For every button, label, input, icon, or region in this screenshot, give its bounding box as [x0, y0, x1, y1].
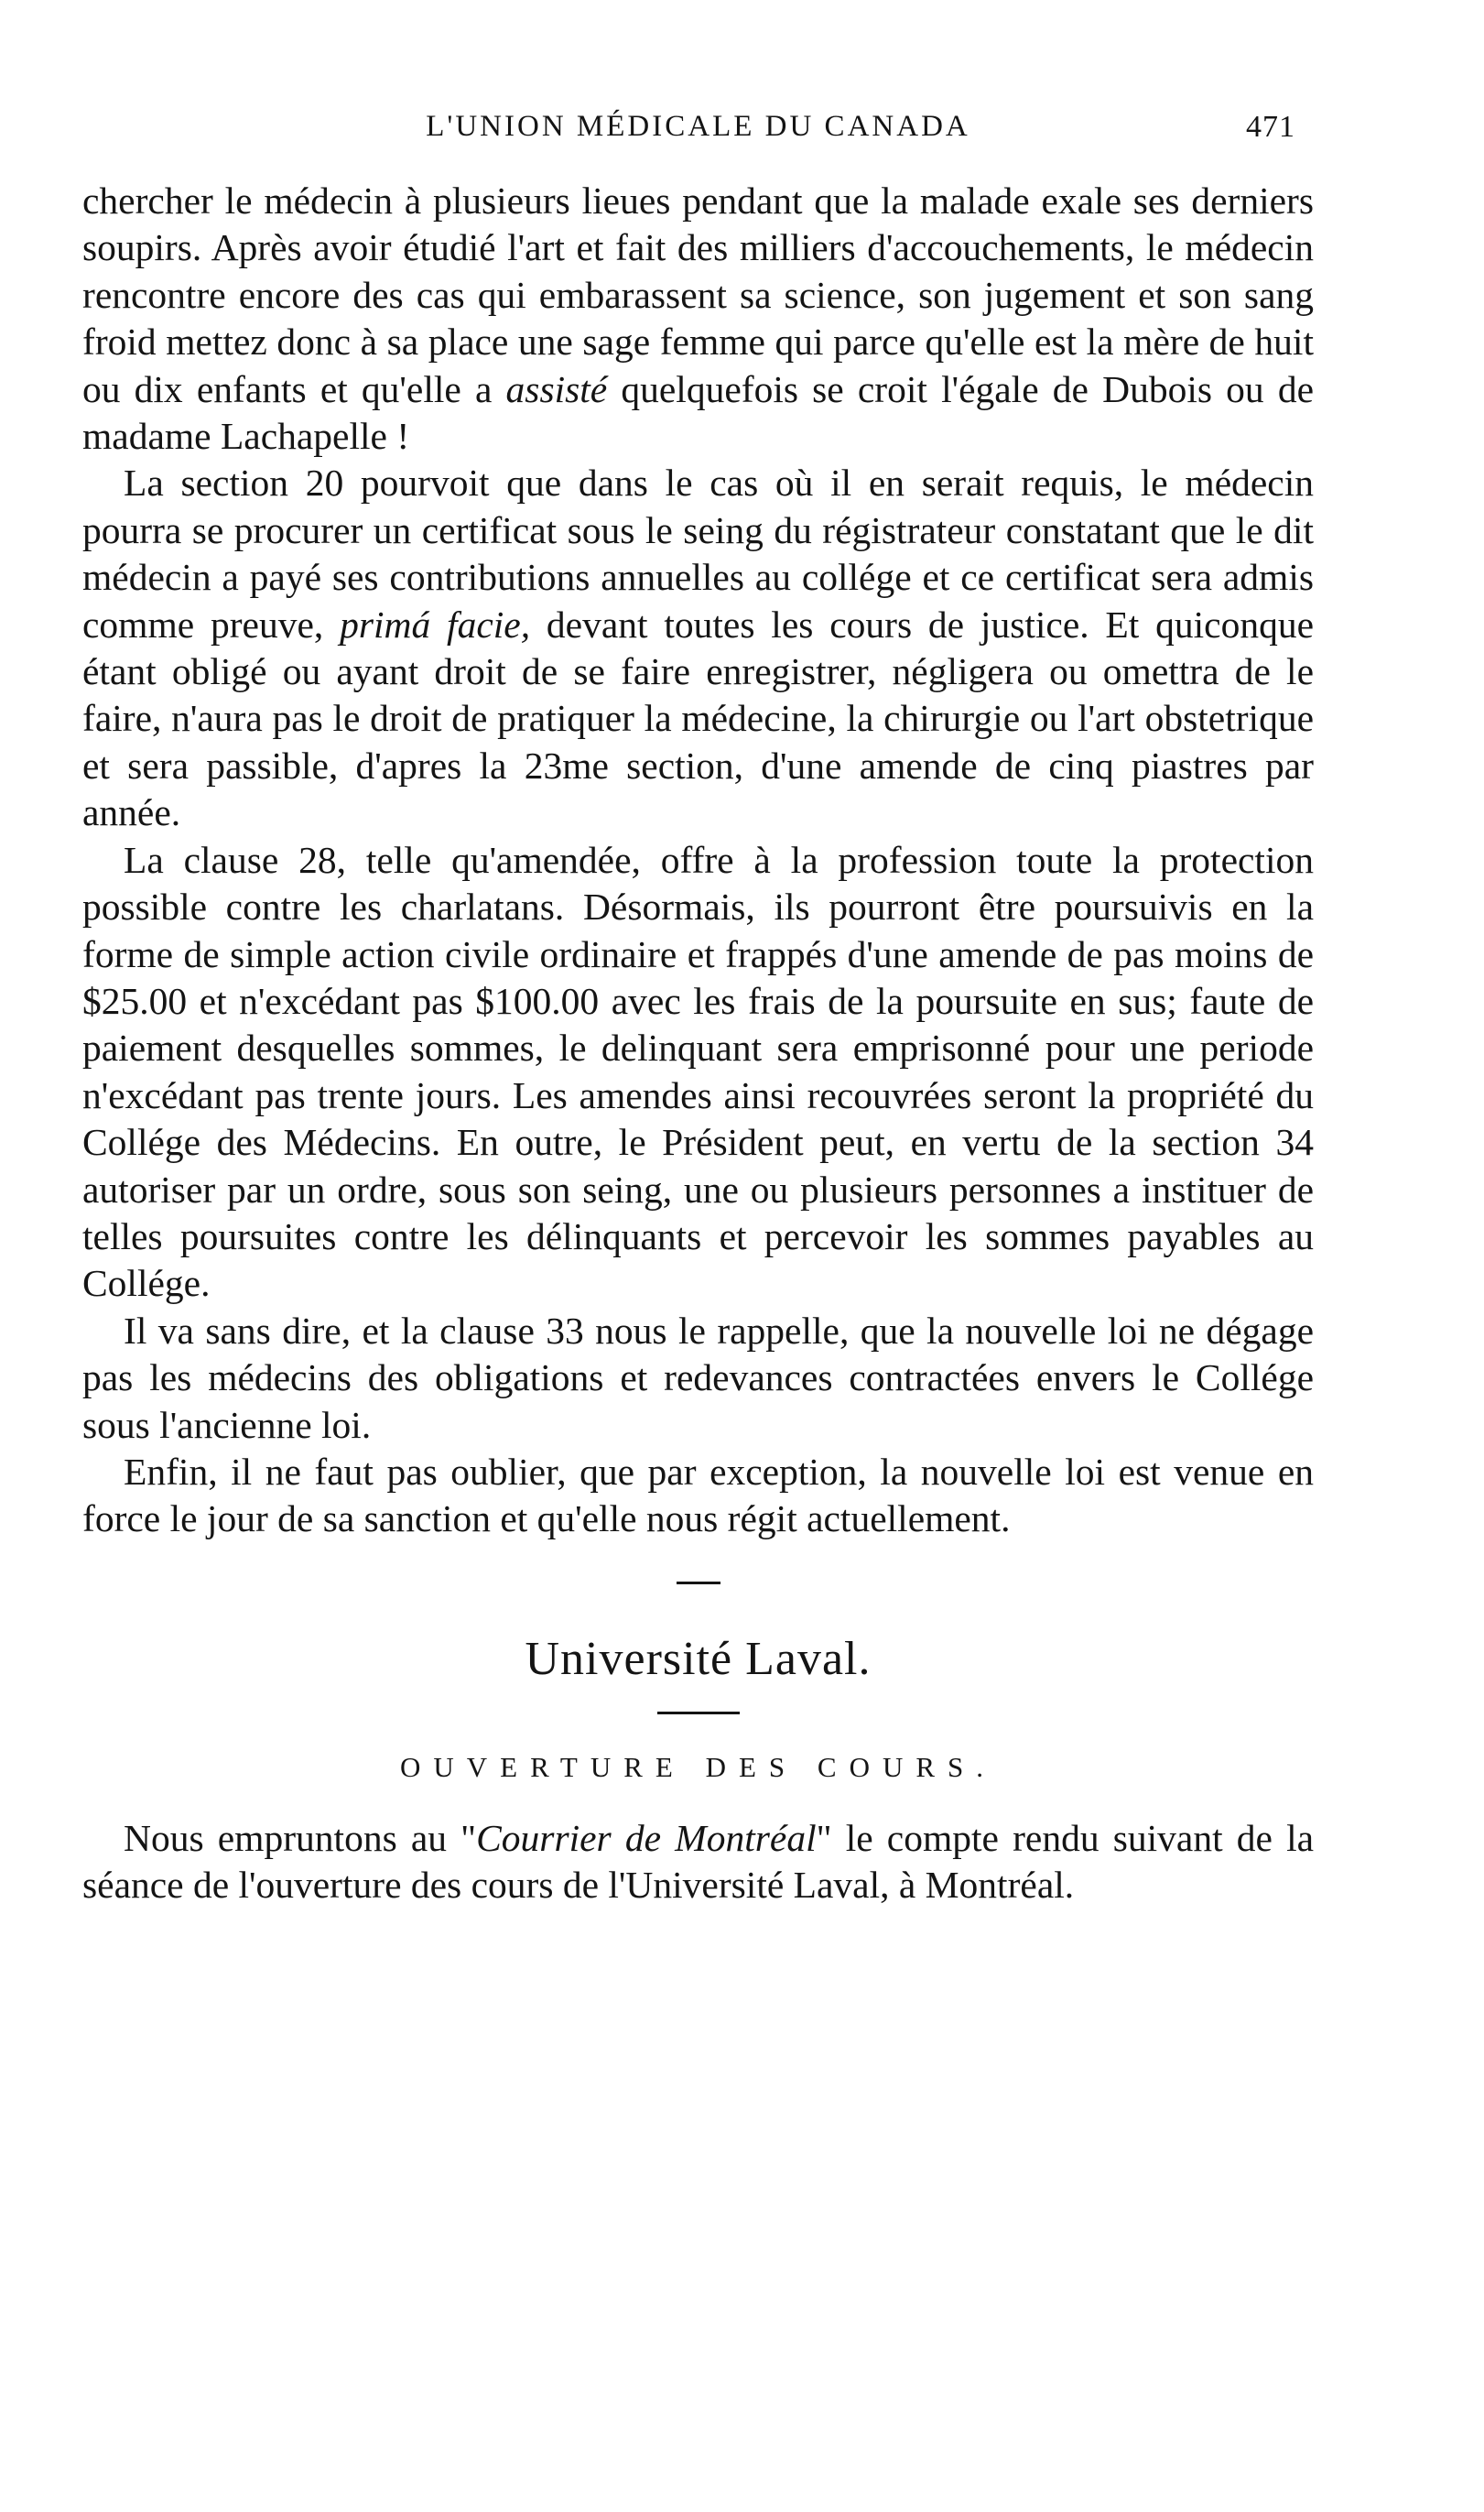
section-title: Université Laval.: [525, 1632, 872, 1685]
paragraph-2-emphasis: primá facie,: [340, 603, 531, 646]
paragraph-2-tail: devant toutes les cours de justice. Et quiconque étant obligé ou ayant droit de se faire enregistrer, négligera ou omettra de le faire, n'aura pas le droit de pratiquer la médecine, la chirurgie ou l'art obstetrique et sera passible, d'apres la 23me section, d'une amende de cinq piastres par année.: [82, 603, 1315, 834]
paragraph-3: La clause 28, telle qu'amendée, offre à la profession toute la protection possible contre les charlatans. Désormais, ils pourront être poursuivis en la forme de simple action civile ordinaire et frappés d'une amende de pas moins de $25.00 et n'excédant pas $100.00 avec les frais de la poursuite en sus; faute de paiement desquelles sommes, le delinquant sera emprisonné pour une periode n'excédant pas trente jours. Les amendes ainsi recouvrées seront la propriété du Collége des Médecins. En outre, le Président peut, en vertu de la section 34 autoriser par un ordre, sous son seing, une ou plusieurs personnes a instituer de telles poursuites contre les délinquants et percevoir les sommes payables au Collége.: [82, 838, 1314, 1305]
section-paragraph: [82, 1815, 1314, 1909]
section-text-emphasis: Courrier de Montréal: [476, 1816, 817, 1859]
paragraph-2-text: La section 20 pourvoit que dans le cas où il en serait requis, le médecin pourra se procurer un certificat sous le seing du régistrateur constatant que le dit médecin a payé ses contributions annuelles au collége et ce certificat sera admis comme preuve,: [82, 462, 1314, 646]
running-head: [82, 110, 1314, 163]
section-text-after: " le compte rendu suivant de la séance de l'ouverture des cours de l'Université Laval, à Montréal.: [82, 1816, 1315, 1907]
paragraph-1-tail: quelquefois se croit l'égale de Dubois ou de madame Lachapelle !: [82, 367, 1314, 458]
page-number: 471: [1246, 110, 1295, 144]
paragraph-5: Enfin, il ne faut pas oublier, que par exception, la nouvelle loi est venue en force le jour de sa sanction et qu'elle nous régit actuellement.: [82, 1450, 1314, 1540]
paragraph-1-text: chercher le médecin à plusieurs lieues pendant que la malade exale ses derniers soupirs. Après avoir étudié l'art et fait des milliers d'accouchements, le médecin rencontre encore des cas qui embarassent sa science, son jugement et son sang froid mettez donc à sa place une sage femme qui parce qu'elle est la mère de huit ou dix enfants et qu'elle a: [82, 179, 1314, 410]
section-text-before: Nous empruntons au ": [124, 1816, 477, 1859]
separator-rule: [677, 1582, 720, 1584]
section-subtitle: OUVERTURE DES COURS.: [399, 1750, 997, 1783]
book-page: [82, 0, 1314, 1909]
paragraph-1-emphasis: assisté: [505, 367, 608, 410]
paragraph-2: [82, 460, 1314, 836]
running-head-title: L'UNION MÉDICALE DU CANADA: [426, 110, 970, 143]
paragraph-1: [82, 178, 1314, 460]
section-body: [82, 1815, 1314, 1909]
section-title-rule: [657, 1712, 740, 1714]
paragraph-4: Il va sans dire, et la clause 33 nous le rappelle, que la nouvelle loi ne dégage pas les médecins des obligations et redevances contractées envers le Collége sous l'ancienne loi.: [82, 1309, 1314, 1446]
article-body: [82, 178, 1314, 1543]
